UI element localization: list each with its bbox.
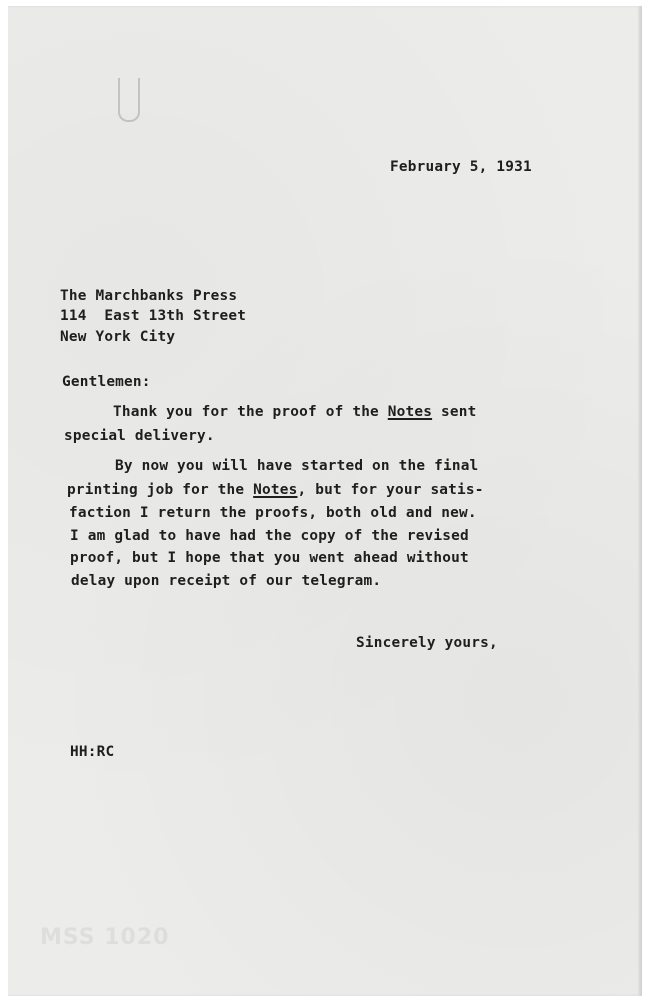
recipient-line-3: New York City <box>60 329 176 345</box>
paragraph-1-line-2: special delivery. <box>64 428 215 444</box>
paragraph-2-line-3: faction I return the proofs, both old and new. <box>69 505 477 521</box>
closing: Sincerely yours, <box>356 635 498 651</box>
archive-stamp: MSS 1020 <box>40 925 170 950</box>
letter-date: February 5, 1931 <box>390 159 532 175</box>
recipient-line-2: 114 East 13th Street <box>60 308 247 324</box>
paper-clip-mark <box>118 78 140 122</box>
notes-title: Notes <box>387 404 433 420</box>
paper-edge <box>638 6 642 996</box>
notes-title: Notes <box>253 482 298 498</box>
paragraph-2-line-5: proof, but I hope that you went ahead without <box>70 550 469 566</box>
typist-initials: HH:RC <box>70 744 115 760</box>
paragraph-2-line-4: I am glad to have had the copy of the revised <box>70 528 469 544</box>
paragraph-2-line-1: By now you will have started on the final <box>115 458 479 474</box>
salutation: Gentlemen: <box>62 374 151 390</box>
paragraph-2-line-2: printing job for the Notes, but for your satis- <box>67 482 484 498</box>
paragraph-1-line-1: Thank you for the proof of the Notes sent <box>113 404 477 420</box>
paragraph-2-line-6: delay upon receipt of our telegram. <box>71 573 382 589</box>
recipient-line-1: The Marchbanks Press <box>60 288 238 304</box>
